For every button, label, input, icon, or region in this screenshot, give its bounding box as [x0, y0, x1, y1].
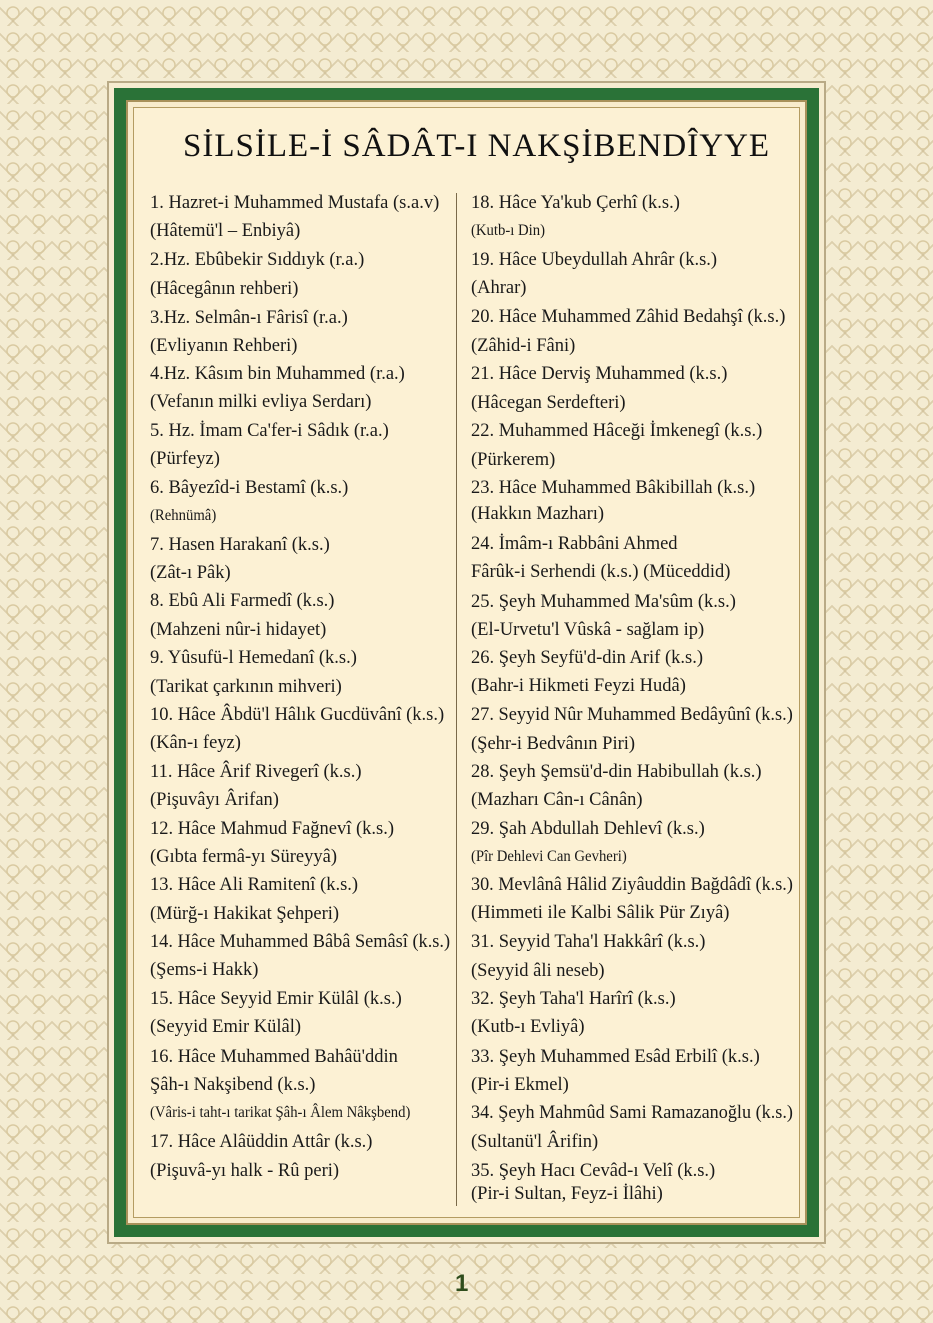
lineage-name: 9. Yûsufü-l Hemedanî (k.s.) — [150, 648, 357, 668]
lineage-name: 13. Hâce Ali Ramitenî (k.s.) — [150, 875, 359, 895]
lineage-name: 24. İmâm-ı Rabbâni Ahmed — [471, 534, 678, 554]
column-divider — [456, 193, 457, 1206]
lineage-name-continued: Fârûk-i Serhendi (k.s.) (Müceddid) — [471, 562, 731, 582]
lineage-name: 14. Hâce Muhammed Bâbâ Semâsî (k.s.) — [150, 932, 451, 952]
lineage-name: 26. Şeyh Seyfü'd-din Arif (k.s.) — [471, 648, 703, 668]
lineage-name: 29. Şah Abdullah Dehlevî (k.s.) — [471, 819, 705, 839]
lineage-name: 20. Hâce Muhammed Zâhid Bedahşî (k.s.) — [471, 307, 786, 327]
lineage-epithet: (Hâtemü'l – Enbiyâ) — [150, 221, 301, 241]
lineage-name: 32. Şeyh Taha'l Harîrî (k.s.) — [471, 989, 676, 1009]
lineage-name: 31. Seyyid Taha'l Hakkârî (k.s.) — [471, 932, 706, 952]
lineage-epithet: (Şehr-i Bedvânın Piri) — [471, 734, 636, 754]
lineage-epithet: (Pir-i Ekmel) — [471, 1075, 569, 1095]
lineage-name: 2.Hz. Ebûbekir Sıddıyk (r.a.) — [150, 250, 365, 270]
lineage-name: 17. Hâce Alâüddin Attâr (k.s.) — [150, 1132, 373, 1152]
lineage-epithet: (Tarikat çarkının mihveri) — [150, 677, 342, 697]
lineage-name: 1. Hazret-i Muhammed Mustafa (s.a.v) — [150, 193, 440, 213]
lineage-name: 7. Hasen Harakanî (k.s.) — [150, 535, 330, 555]
lineage-epithet: (Zâhid-i Fâni) — [471, 336, 576, 356]
lineage-name: 8. Ebû Ali Farmedî (k.s.) — [150, 591, 335, 611]
lineage-epithet: (Seyyid Emir Külâl) — [150, 1017, 302, 1037]
lineage-name: 4.Hz. Kâsım bin Muhammed (r.a.) — [150, 364, 405, 384]
lineage-epithet: (Bahr-i Hikmeti Feyzi Hudâ) — [471, 676, 686, 696]
lineage-epithet: (Vefanın milki evliya Serdarı) — [150, 392, 372, 412]
lineage-epithet: (Şems-i Hakk) — [150, 960, 259, 980]
lineage-epithet: (Rehnümâ) — [150, 507, 217, 524]
lineage-epithet: (Hakkın Mazharı) — [471, 504, 605, 524]
lineage-name: 19. Hâce Ubeydullah Ahrâr (k.s.) — [471, 250, 718, 270]
lineage-name: 12. Hâce Mahmud Fağnevî (k.s.) — [150, 819, 395, 839]
lineage-epithet: (Pürkerem) — [471, 450, 556, 470]
lineage-name: 15. Hâce Seyyid Emir Külâl (k.s.) — [150, 989, 402, 1009]
lineage-epithet: (Pîr Dehlevi Can Gevheri) — [471, 848, 627, 865]
lineage-epithet: (Pişuvâ-yı halk - Rû peri) — [150, 1161, 340, 1181]
lineage-epithet: (Mürğ-ı Hakikat Şehperi) — [150, 904, 340, 924]
lineage-name: 5. Hz. İmam Ca'fer-i Sâdık (r.a.) — [150, 421, 389, 441]
lineage-name: 22. Muhammed Hâceği İmkenegî (k.s.) — [471, 421, 763, 441]
lineage-epithet: (Kutb-ı Din) — [471, 222, 546, 239]
lineage-epithet: (Pişuvâyı Ârifan) — [150, 790, 279, 810]
lineage-epithet: (Hâcegânın rehberi) — [150, 279, 299, 299]
lineage-epithet: (Ahrar) — [471, 278, 527, 298]
page-title: SİLSİLE-İ SÂDÂT-I NAKŞİBENDÎYYE — [183, 128, 771, 164]
lineage-epithet: (Pir-i Sultan, Feyz-i İlâhi) — [471, 1184, 663, 1204]
lineage-name: 23. Hâce Muhammed Bâkibillah (k.s.) — [471, 478, 756, 498]
lineage-epithet: (Hâcegan Serdefteri) — [471, 393, 626, 413]
lineage-name: 21. Hâce Derviş Muhammed (k.s.) — [471, 364, 728, 384]
lineage-name: 30. Mevlânâ Hâlid Ziyâuddin Bağdâdî (k.s.) — [471, 875, 793, 895]
lineage-epithet: (Mahzeni nûr-i hidayet) — [150, 620, 327, 640]
lineage-name-continued: Şâh-ı Nakşibend (k.s.) — [150, 1075, 316, 1095]
lineage-epithet: (Pürfeyz) — [150, 449, 220, 469]
lineage-epithet: (Mazharı Cân-ı Cânân) — [471, 790, 643, 810]
lineage-name: 3.Hz. Selmân-ı Fârisî (r.a.) — [150, 308, 348, 328]
page-number: 1 — [455, 1270, 469, 1297]
lineage-name: 25. Şeyh Muhammed Ma'sûm (k.s.) — [471, 592, 736, 612]
lineage-name: 35. Şeyh Hacı Cevâd-ı Velî (k.s.) — [471, 1161, 716, 1181]
lineage-epithet: (Gıbta fermâ-yı Süreyyâ) — [150, 847, 337, 867]
lineage-epithet: (Kutb-ı Evliyâ) — [471, 1017, 585, 1037]
lineage-name: 11. Hâce Ârif Rivegerî (k.s.) — [150, 762, 362, 782]
lineage-name: 10. Hâce Âbdü'l Hâlık Gucdüvânî (k.s.) — [150, 705, 445, 725]
lineage-name: 34. Şeyh Mahmûd Sami Ramazanoğlu (k.s.) — [471, 1103, 793, 1123]
lineage-epithet: (El-Urvetu'l Vûskâ - sağlam ip) — [471, 620, 705, 640]
lineage-epithet: (Evliyanın Rehberi) — [150, 336, 298, 356]
lineage-epithet: (Kân-ı feyz) — [150, 733, 241, 753]
lineage-epithet: (Vâris-i taht-ı tarikat Şâh-ı Âlem Nâkşbend) — [150, 1104, 411, 1121]
lineage-name: 33. Şeyh Muhammed Esâd Erbilî (k.s.) — [471, 1047, 760, 1067]
lineage-epithet: (Zât-ı Pâk) — [150, 563, 231, 583]
lineage-name: 27. Seyyid Nûr Muhammed Bedâyûnî (k.s.) — [471, 705, 793, 725]
lineage-epithet: (Himmeti ile Kalbi Sâlik Pür Zıyâ) — [471, 903, 730, 923]
lineage-epithet: (Seyyid âli neseb) — [471, 961, 605, 981]
lineage-name: 28. Şeyh Şemsü'd-din Habibullah (k.s.) — [471, 762, 762, 782]
lineage-name: 18. Hâce Ya'kub Çerhî (k.s.) — [471, 193, 680, 213]
lineage-epithet: (Sultanü'l Ârifin) — [471, 1132, 599, 1152]
lineage-name: 16. Hâce Muhammed Bahâü'ddin — [150, 1047, 398, 1067]
lineage-name: 6. Bâyezîd-i Bestamî (k.s.) — [150, 478, 349, 498]
